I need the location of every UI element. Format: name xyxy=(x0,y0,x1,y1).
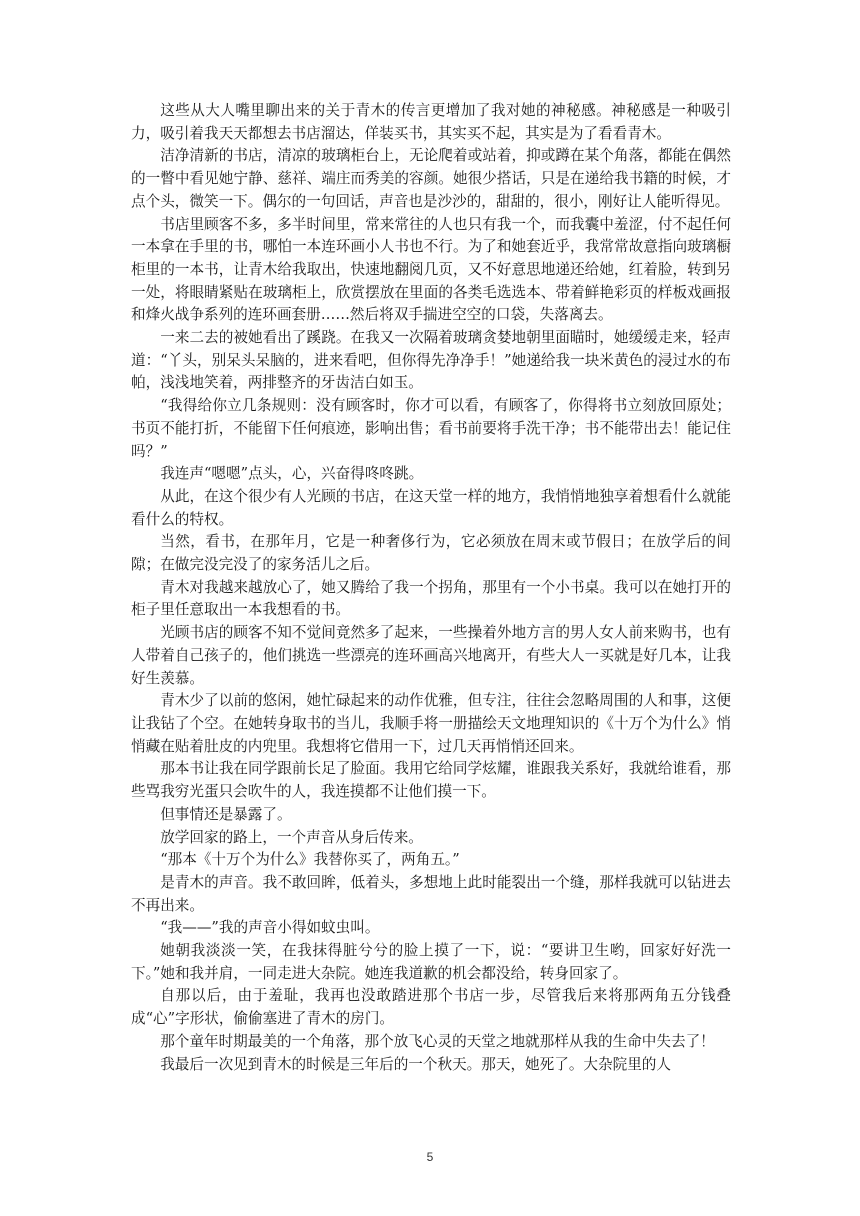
paragraph: 这些从大人嘴里聊出来的关于青木的传言更增加了我对她的神秘感。神秘感是一种吸引力，吸引着我天天都想去书店溜达，佯装买书，其实买不起，其实是为了看看青木。 xyxy=(131,102,731,142)
paragraph: 从此，在这个很少有人光顾的书店，在这天堂一样的地方，我悄悄地独享着想看什么就能看什么的特权。 xyxy=(131,487,731,528)
paragraph: 一来二去的被她看出了蹊跷。在我又一次隔着玻璃贪婪地朝里面瞄时，她缓缓走来，轻声道：“丫头，别呆头呆脑的，进来看吧，但你得先净净手！”她递给我一块米黄色的浸过水的布帕，浅浅地笑着，两排整齐的牙齿洁白如玉。 xyxy=(131,329,731,392)
paragraph: 当然，看书，在那年月，它是一种奢侈行为，它必须放在周末或节假日；在放学后的间隙；在做完没完没了的家务活儿之后。 xyxy=(131,533,731,574)
page-number: 5 xyxy=(426,1150,434,1164)
paragraph: 那个童年时期最美的一个角落，那个放飞心灵的天堂之地就那样从我的生命中失去了！ xyxy=(160,1032,715,1050)
paragraph: 洁净清新的书店，清凉的玻璃柜台上，无论爬着或站着，抑或蹲在某个角落，都能在偶然的一瞥中看见她宁静、慈祥、端庄而秀美的容颜。她很少搭话，只是在递给我书籍的时候，才点个头，微笑一下。偶尔的一句回话，声音也是沙沙的，甜甜的，很小，刚好让人能听得见。 xyxy=(131,147,731,210)
paragraph: 我连声“嗯嗯”点头，心，兴奋得咚咚跳。 xyxy=(160,465,424,483)
body-text xyxy=(131,100,731,1076)
paragraph: 但事情还是暴露了。 xyxy=(160,805,292,823)
paragraph: 青木少了以前的悠闲，她忙碌起来的动作优雅，但专注，往往会忽略周围的人和事，这便让我钻了个空。在她转身取书的当儿，我顺手将一册描绘天文地理知识的《十万个为什么》悄悄藏在贴着肚皮的内兜里。我想将它借用一下，过几天再悄悄还回来。 xyxy=(131,692,731,755)
paragraph: 是青木的声音。我不敢回眸，低着头，多想地上此时能裂出一个缝，那样我就可以钻进去不再出来。 xyxy=(131,873,731,914)
paragraph: “那本《十万个为什么》我替你买了，两角五。” xyxy=(160,851,460,869)
paragraph: 她朝我淡淡一笑，在我抹得脏兮兮的脸上摸了一下，说：“要讲卫生哟，回家好好洗一下。”她和我并肩，一同走进大杂院。她连我道歉的机会都没给，转身回家了。 xyxy=(131,942,731,982)
paragraph: 青木对我越来越放心了，她又腾给了我一个拐角，那里有一个小书桌。我可以在她打开的柜子里任意取出一本我想看的书。 xyxy=(131,578,731,619)
paragraph: “我得给你立几条规则：没有顾客时，你才可以看，有顾客了，你得将书立刻放回原处；书页不能打折，不能留下任何痕迹，影响出售；看书前要将手洗干净；书不能带出去！能记住吗？” xyxy=(131,397,731,460)
paragraph: 自那以后，由于羞耻，我再也没敢踏进那个书店一步，尽管我后来将那两角五分钱叠成“心”字形状，偷偷塞进了青木的房门。 xyxy=(131,987,731,1028)
paragraph: 我最后一次见到青木的时候是三年后的一个秋天。那天，她死了。大杂院里的人 xyxy=(160,1055,671,1073)
paragraph: 光顾书店的顾客不知不觉间竟然多了起来，一些操着外地方言的男人女人前来购书，也有人带着自己孩子的，他们挑选一些漂亮的连环画高兴地离开，有些大人一买就是好几本，让我好生羡慕。 xyxy=(131,624,731,687)
paragraph: 书店里顾客不多，多半时间里，常来常往的人也只有我一个，而我囊中羞涩，付不起任何一本拿在手里的书，哪怕一本连环画小人书也不行。为了和她套近乎，我常常故意指向玻璃橱柜里的一本书，让青木给我取出，快速地翻阅几页，又不好意思地递还给她，红着脸，转到另一处，将眼睛紧贴在玻璃柜上，欣赏摆放在里面的各类毛选选本、带着鲜艳彩页的样板戏画报和烽火战争系列的连环画套册……然后将双手揣进空空的口袋，失落离去。 xyxy=(131,215,731,324)
paragraph: “我——”我的声音小得如蚊虫叫。 xyxy=(160,919,380,937)
paragraph: 那本书让我在同学跟前长足了脸面。我用它给同学炫耀，谁跟我关系好，我就给谁看，那些骂我穷光蛋只会吹牛的人，我连摸都不让他们摸一下。 xyxy=(131,760,731,801)
paragraph: 放学回家的路上，一个声音从身后传来。 xyxy=(160,828,423,846)
